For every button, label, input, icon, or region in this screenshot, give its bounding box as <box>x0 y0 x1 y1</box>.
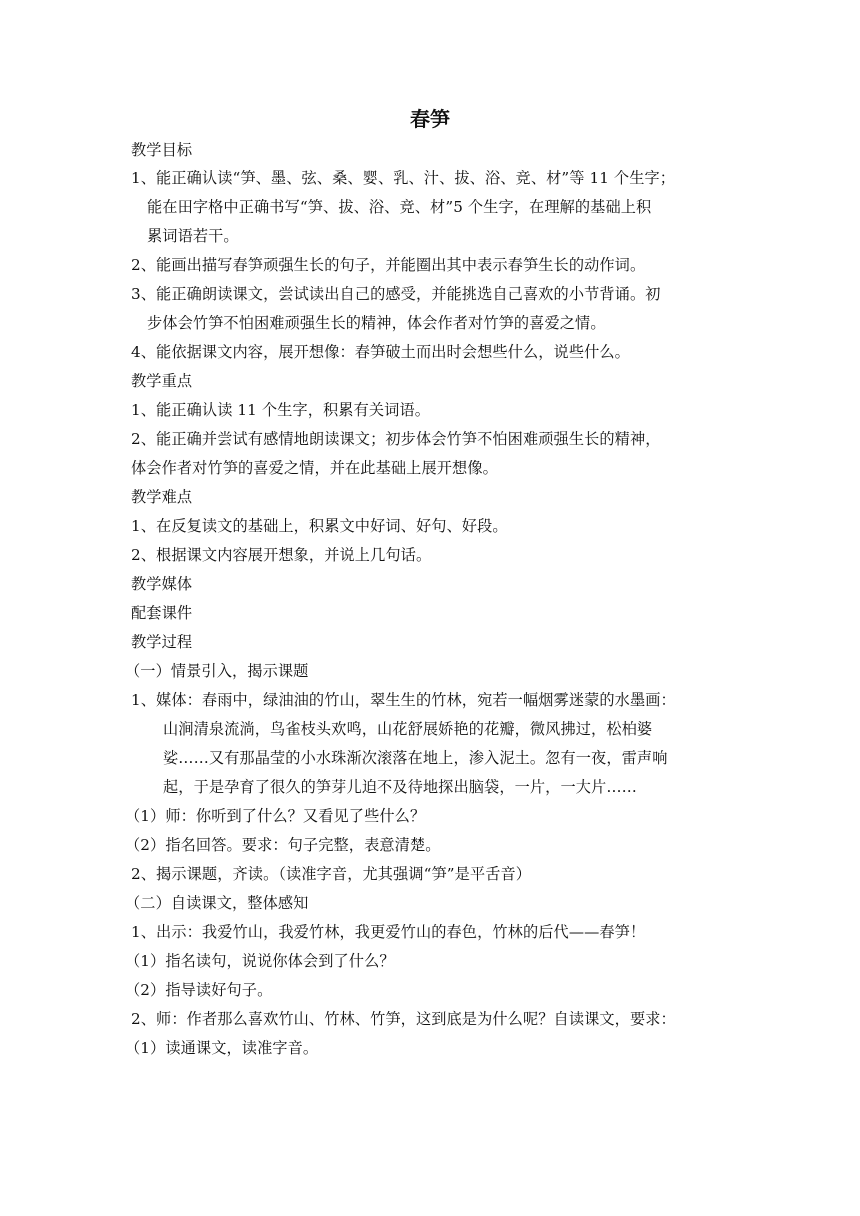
section-heading-media: 教学媒体 <box>131 575 193 593</box>
paragraph-line: 3、能正确朗读课文，尝试读出自己的感受，并能挑选自己喜欢的小节背诵。初 <box>131 285 661 303</box>
paragraph-line: （1）读通课文，读准字音。 <box>125 1039 319 1057</box>
paragraph-line: 1、出示：我爱竹山，我爱竹林，我更爱竹山的春色，竹林的后代——春笋！ <box>131 923 646 941</box>
paragraph-line: 1、能正确认读 11 个生字，积累有关词语。 <box>131 401 431 419</box>
paragraph-line: 能在田字格中正确书写“笋、拔、浴、竞、材”5 个生字，在理解的基础上积 <box>147 198 652 216</box>
paragraph-line: （1）师：你听到了什么？又看见了些什么？ <box>125 807 426 825</box>
paragraph-line: 山涧清泉流淌，鸟雀枝头欢鸣，山花舒展娇艳的花瓣，微风拂过，松柏婆 <box>163 720 653 738</box>
paragraph-line: 2、揭示课题，齐读。（读准字音，尤其强调“笋”是平舌音） <box>131 865 532 883</box>
paragraph-line: 1、能正确认读“笋、墨、弦、桑、婴、乳、汁、拔、浴、竞、材”等 11 个生字； <box>131 169 676 187</box>
section-heading-difficulties: 教学难点 <box>131 488 193 506</box>
paragraph-line: （2）指导读好句子。 <box>125 981 273 999</box>
paragraph-line: 2、能正确并尝试有感情地朗读课文；初步体会竹笋不怕困难顽强生长的精神， <box>131 430 661 448</box>
paragraph-line: （2）指名回答。要求：句子完整，表意清楚。 <box>125 836 441 854</box>
paragraph-line: 2、师：作者那么喜欢竹山、竹林、竹笋，这到底是为什么呢？自读课文，要求： <box>131 1010 676 1028</box>
paragraph-line: （1）指名读句，说说你体会到了什么？ <box>125 952 395 970</box>
paragraph-line: 起，于是孕育了很久的笋芽儿迫不及待地探出脑袋，一片，一大片…… <box>163 778 637 796</box>
document-title: 春笋 <box>410 107 450 131</box>
paragraph-line: 2、根据课文内容展开想象，并说上几句话。 <box>131 546 432 564</box>
paragraph-line: 1、在反复读文的基础上，积累文中好词、好句、好段。 <box>131 517 508 535</box>
paragraph-line: 配套课件 <box>131 604 193 622</box>
paragraph-line: 1、媒体：春雨中，绿油油的竹山，翠生生的竹林，宛若一幅烟雾迷蒙的水墨画： <box>131 691 676 709</box>
paragraph-line: 娑……又有那晶莹的小水珠渐次滚落在地上，渗入泥土。忽有一夜，雷声响 <box>163 749 668 767</box>
section-heading-process: 教学过程 <box>131 633 193 651</box>
section-heading-objectives: 教学目标 <box>131 141 193 159</box>
paragraph-line: 步体会竹笋不怕困难顽强生长的精神，体会作者对竹笋的喜爱之情。 <box>147 314 606 332</box>
paragraph-line: 4、能依据课文内容，展开想像：春笋破土而出时会想些什么，说些什么。 <box>131 343 630 361</box>
paragraph-line: 体会作者对竹笋的喜爱之情，并在此基础上展开想像。 <box>131 459 498 477</box>
subsection-heading: （一）情景引入，揭示课题 <box>125 662 309 680</box>
subsection-heading: （二）自读课文，整体感知 <box>125 894 309 912</box>
section-heading-key-points: 教学重点 <box>131 372 193 390</box>
paragraph-line: 2、能画出描写春笋顽强生长的句子，并能圈出其中表示春笋生长的动作词。 <box>131 256 646 274</box>
paragraph-line: 累词语若干。 <box>147 227 239 245</box>
